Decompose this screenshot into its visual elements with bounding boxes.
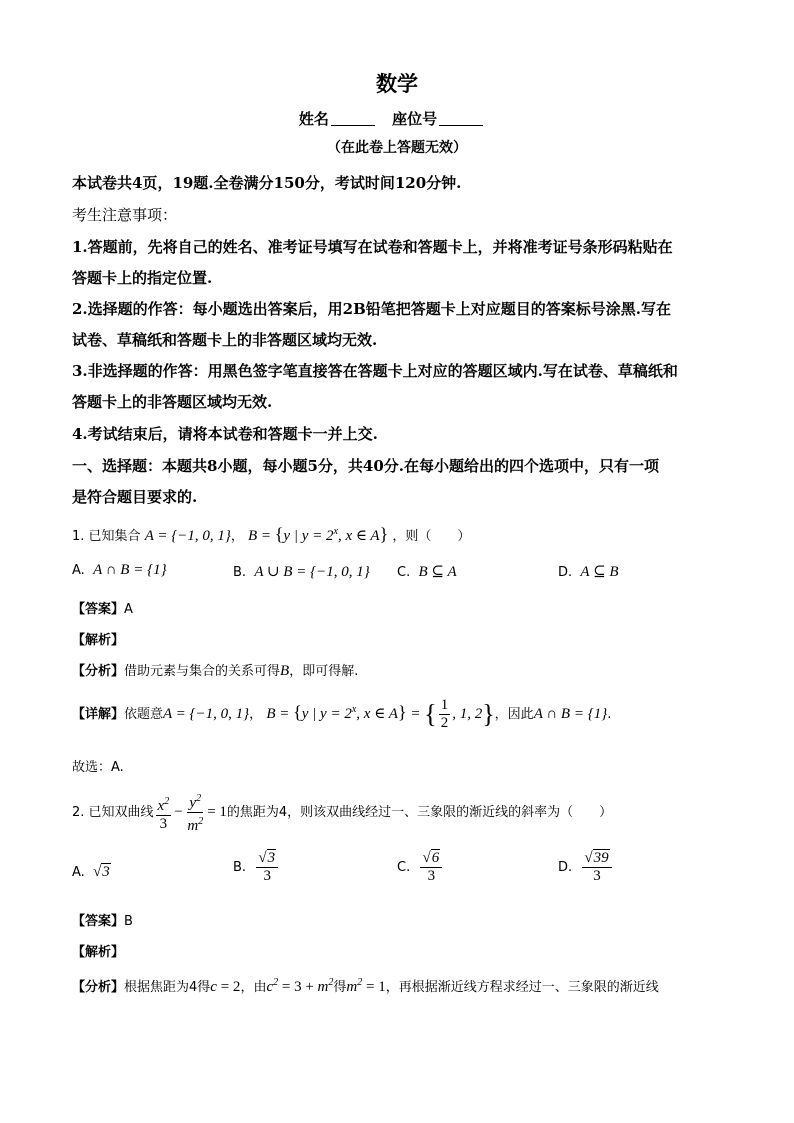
option-label: C. <box>397 565 411 580</box>
q1-option-a <box>72 562 167 579</box>
detail-result: A ∩ B = {1} <box>533 705 608 722</box>
detail-tag: 【详解】 <box>72 706 125 722</box>
answer-tag: 【答案】 <box>72 602 125 617</box>
notice-item-1a: 1.答题前，先将自己的姓名、准考证号填写在试卷和答题卡上，并将准考证号条形码粘贴在 <box>72 238 673 256</box>
q1-suffix: ，则（ ） <box>392 529 471 544</box>
option-frac: $\frac{√39}{3}$ <box>582 850 611 885</box>
radicand: 3 <box>102 864 110 880</box>
fenxi-text: 借助元素与集合的关系可得 <box>124 664 281 679</box>
answer-value: B <box>124 914 133 929</box>
q2-option-d <box>558 850 614 885</box>
detail-sep: ， <box>249 706 263 722</box>
notice-item-2a: 2.选择题的作答：每小题选出答案后，用2B铅笔把答题卡上对应题目的答案标号涂黑.写在 <box>72 300 672 318</box>
detail-set-b: B = {y | $y = 2^x$, x ∈ A} = { $\frac{1}{2}$ , 1, 2} <box>266 697 495 731</box>
option-text: B ⊆ A <box>418 564 457 580</box>
q1-set-b: B = {y | $y = 2^x$, x ∈ A} <box>247 524 389 544</box>
radicand: 3 <box>267 850 276 866</box>
q1-fenxi <box>72 660 358 680</box>
q1-option-c <box>397 562 457 581</box>
name-blank <box>331 111 375 126</box>
fenxi-text-end: ，即可得解. <box>289 664 359 679</box>
fenxi-var: B <box>280 663 290 679</box>
option-text: A ∩ B = {1} <box>93 562 167 578</box>
seat-blank <box>439 111 483 126</box>
fenxi-tag: 【分析】 <box>72 664 125 679</box>
option-label: D. <box>558 565 573 580</box>
question-2-stem <box>72 790 612 835</box>
q1-analysis-tag <box>72 629 124 648</box>
notice-item-2b: 试卷、草稿纸和答题卡上的非答题区域均无效. <box>72 331 378 349</box>
answer-tag: 【答案】 <box>72 914 125 929</box>
radicand: 6 <box>431 850 440 866</box>
q1-detail <box>72 697 611 732</box>
exam-note: （在此卷上答题无效） <box>327 140 467 156</box>
fenxi-text-4: ，再根据渐近线方程求经过一、三象限的渐近线 <box>385 980 659 995</box>
option-label: C. <box>397 860 411 875</box>
q1-answer <box>72 598 133 617</box>
seat-label: 座位号 <box>392 110 438 128</box>
page-title: 数学 <box>376 71 418 96</box>
detail-text-2: ，因此 <box>494 706 534 722</box>
option-text: A ⊆ B <box>580 564 619 580</box>
option-label: B. <box>233 860 247 875</box>
detail-text: 依题意 <box>124 706 164 722</box>
option-label: B. <box>233 565 247 580</box>
fenxi-eq-c: c = 2 <box>210 979 241 995</box>
q2-prefix: 2. 已知双曲线 <box>72 804 154 820</box>
section-heading-a: 一、选择题：本题共8小题，每小题5分，共40分.在每小题给出的四个选项中，只有一项 <box>72 457 659 475</box>
option-frac: $\frac{√6}{3}$ <box>420 850 442 885</box>
q2-option-c <box>397 850 444 885</box>
option-label: A. <box>72 865 85 880</box>
option-frac: $\frac{√3}{3}$ <box>256 850 278 885</box>
denominator: 3 <box>263 868 271 884</box>
q2-analysis-tag <box>72 941 124 960</box>
q2-option-b <box>233 850 280 885</box>
fenxi-tag: 【分析】 <box>72 980 125 995</box>
detail-end: . <box>607 706 612 722</box>
student-info <box>0 108 794 129</box>
q2-option-a <box>72 864 111 881</box>
option-label: D. <box>558 860 573 875</box>
fenxi-text-3: 得 <box>333 980 347 995</box>
q1-sep: ， <box>230 529 244 544</box>
option-text: A ∪ B = {−1, 0, 1} <box>254 564 370 580</box>
q1-option-b <box>233 562 370 581</box>
question-1-stem <box>72 524 470 545</box>
analysis-tag: 【解析】 <box>72 633 125 648</box>
denominator: 3 <box>427 868 436 884</box>
section-heading-b: 是符合题目要求的. <box>72 488 198 506</box>
q2-suffix: 的焦距为4，则该双曲线经过一、三象限的渐近线的斜率为（ ） <box>226 804 613 820</box>
fenxi-eq-m: $m^2 = 1$ <box>346 977 386 995</box>
fenxi-text: 根据焦距为4得 <box>124 980 211 995</box>
q1-set-a: A = {−1, 0, 1} <box>144 528 231 544</box>
answer-value: A <box>124 602 133 617</box>
option-sqrt: √3 <box>93 864 110 880</box>
option-label: A. <box>72 563 85 578</box>
fenxi-eq-c2: $c^2 = 3 + m^2$ <box>266 977 334 995</box>
q2-fenxi <box>72 976 659 996</box>
q1-prefix: 1. 已知集合 <box>72 529 141 544</box>
notice-item-3a: 3.非选择题的作答：用黑色签字笔直接答在答题卡上对应的答题区域内.写在试卷、草稿纸和 <box>72 362 678 380</box>
denominator: 3 <box>593 868 601 884</box>
notice-item-3b: 答题卡上的非答题区域均无效. <box>72 393 273 411</box>
notice-item-4: 4.考试结束后，请将本试卷和答题卡一并上交. <box>72 425 378 443</box>
name-label: 姓名 <box>298 110 329 128</box>
fenxi-text-2: ，由 <box>240 980 267 995</box>
q2-answer <box>72 910 133 929</box>
analysis-tag: 【解析】 <box>72 945 125 960</box>
q2-hyperbola: $\frac{x^2}{3}$ − $\frac{y^2}{m^2}$ = 1 <box>154 804 227 820</box>
notice-title: 考生注意事项： <box>72 206 178 224</box>
q1-conclusion: 故选：A. <box>72 760 124 775</box>
radicand: 39 <box>593 850 609 866</box>
q1-option-d <box>558 562 619 581</box>
detail-set-a: A = {−1, 0, 1} <box>163 705 250 722</box>
exam-summary: 本试卷共4页，19题.全卷满分150分，考试时间120分钟. <box>72 174 462 192</box>
notice-item-1b: 答题卡上的指定位置. <box>72 269 213 287</box>
